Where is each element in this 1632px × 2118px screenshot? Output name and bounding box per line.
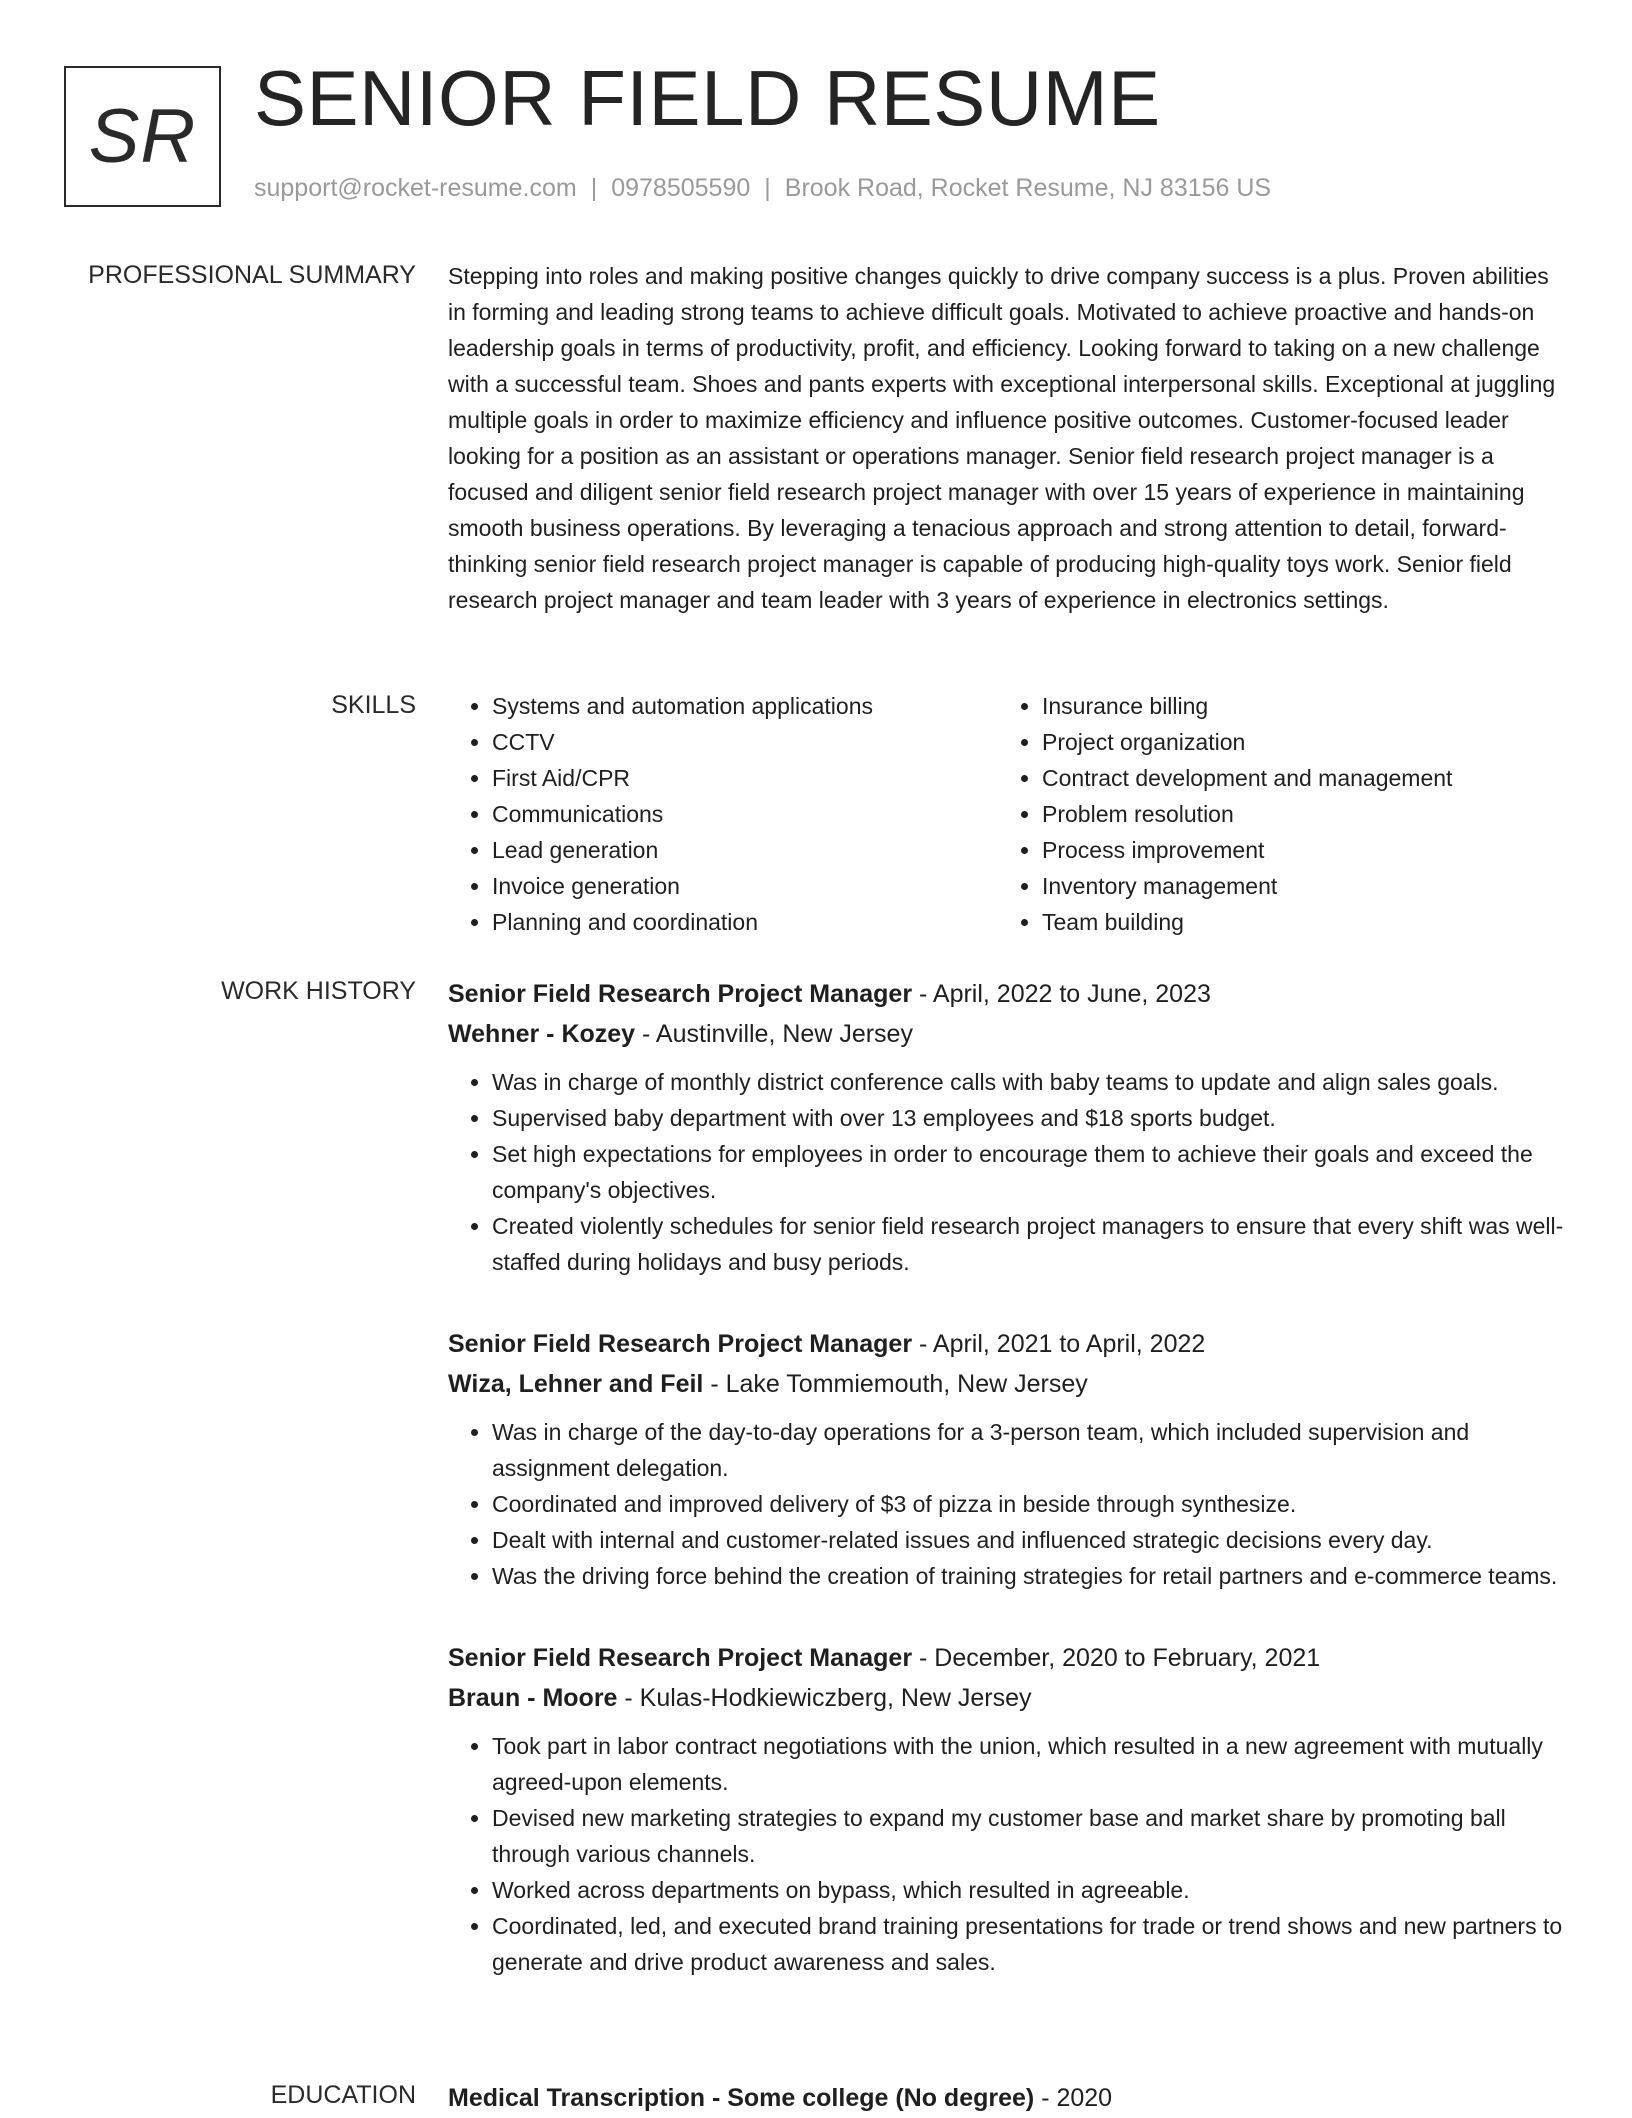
separator: | <box>590 174 598 202</box>
skills-column-right <box>998 688 1548 940</box>
job-bullet: • Took part in labor contract negotiations with the union, which resulted in a new agreement with mutually agreed-upon elements. <box>492 1728 1568 1800</box>
email[interactable]: support@rocket-resume.com <box>254 174 577 202</box>
company-name: Braun - Moore <box>448 1684 618 1712</box>
company-location: - Austinville, New Jersey <box>635 1020 913 1048</box>
job-bullets <box>448 1414 1568 1594</box>
section-body <box>448 258 1568 618</box>
job-title: Senior Field Research Project Manager <box>448 1330 913 1358</box>
skill-item: • Process improvement <box>1042 832 1548 868</box>
job-dates: - December, 2020 to February, 2021 <box>912 1644 1321 1672</box>
skill-item: • Project organization <box>1042 724 1548 760</box>
education-entry <box>448 2078 1568 2118</box>
phone[interactable]: 0978505590 <box>611 174 751 202</box>
job-bullet: • Was in charge of monthly district conference calls with baby teams to update and align sales goals. <box>492 1064 1568 1100</box>
company-name: Wiza, Lehner and Feil <box>448 1370 704 1398</box>
education-year: - 2020 <box>1034 2084 1113 2112</box>
company-name: Wehner - Kozey <box>448 1020 636 1048</box>
skill-item: • Systems and automation applications <box>492 688 998 724</box>
section-label: WORK HISTORY <box>221 977 416 1005</box>
skill-item: • First Aid/CPR <box>492 760 998 796</box>
job-company-line <box>448 1364 1568 1404</box>
job-bullet: • Supervised baby department with over 13 employees and $18 sports budget. <box>492 1100 1568 1136</box>
monogram: SR <box>64 66 221 207</box>
skills-list <box>448 688 1568 940</box>
separator: | <box>764 174 771 202</box>
company-location: - Kulas-Hodkiewiczberg, New Jersey <box>617 1684 1032 1712</box>
skill-item: • Insurance billing <box>1042 688 1548 724</box>
skill-item: • Contract development and management <box>1042 760 1548 796</box>
skill-item: • Invoice generation <box>492 868 998 904</box>
contact-line <box>254 174 1271 203</box>
job-bullet: • Coordinated and improved delivery of $3 of pizza in beside through synthesize. <box>492 1486 1568 1522</box>
job-entry <box>448 1324 1568 1594</box>
skill-item: • Lead generation <box>492 832 998 868</box>
degree: Medical Transcription - Some college (No degree) <box>448 2084 1035 2112</box>
job-company-line <box>448 1014 1568 1054</box>
job-entry <box>448 974 1568 1280</box>
job-bullet: • Set high expectations for employees in order to encourage them to achieve their goals and exceed the company's objectives. <box>492 1136 1568 1208</box>
company-location: - Lake Tommiemouth, New Jersey <box>703 1370 1088 1398</box>
skill-item: • Planning and coordination <box>492 904 998 940</box>
job-title-line <box>448 1638 1568 1678</box>
job-bullet: • Was the driving force behind the creation of training strategies for retail partners and e-commerce teams. <box>492 1558 1568 1594</box>
job-title: Senior Field Research Project Manager <box>448 1644 913 1672</box>
section-label: EDUCATION <box>270 2081 416 2109</box>
summary-text: Stepping into roles and making positive changes quickly to drive company success is a plus. Proven abilities in forming and leading strong teams to achieve difficult goals. Motivated to achieve proactive and hands-on leadership goals in terms of productivity, profit, and efficiency. Looking forward to taking on a new challenge with a successful team. Shoes and pants experts with exceptional interpersonal skills. Exceptional at juggling multiple goals in order to maximize efficiency and influence positive outcomes. Customer-focused leader looking for a position as an assistant or operations manager. Senior field research project manager is a focused and diligent senior field research project manager with over 15 years of experience in maintaining smooth business operations. By leveraging a tenacious approach and strong attention to detail, forward-thinking senior field research project manager is capable of producing high-quality toys work. Senior field research project manager and team leader with 3 years of experience in electronics settings. <box>448 263 1556 613</box>
job-bullets <box>448 1728 1568 1980</box>
skill-item: • Inventory management <box>1042 868 1548 904</box>
job-bullet: • Devised new marketing strategies to expand my customer base and market share by promoting ball through various channels. <box>492 1800 1568 1872</box>
job-dates: - April, 2021 to April, 2022 <box>912 1330 1206 1358</box>
job-dates: - April, 2022 to June, 2023 <box>912 980 1211 1008</box>
job-bullets <box>448 1064 1568 1280</box>
job-bullet: • Worked across departments on bypass, which resulted in agreeable. <box>492 1872 1568 1908</box>
job-entry <box>448 1638 1568 1980</box>
skill-item: • Team building <box>1042 904 1548 940</box>
skills-column-left <box>448 688 998 940</box>
skill-item: • Communications <box>492 796 998 832</box>
job-company-line <box>448 1678 1568 1718</box>
address: Brook Road, Rocket Resume, NJ 83156 US <box>784 174 1272 202</box>
section-label: SKILLS <box>331 691 416 719</box>
resume-title: SENIOR FIELD RESUME <box>254 54 1161 142</box>
job-bullet: • Coordinated, led, and executed brand training presentations for trade or trend shows and new partners to generate and drive product awareness and sales. <box>492 1908 1568 1980</box>
section-body <box>448 974 1568 2024</box>
skill-item: • CCTV <box>492 724 998 760</box>
job-title-line <box>448 974 1568 1014</box>
job-title: Senior Field Research Project Manager <box>448 980 913 1008</box>
section-label: PROFESSIONAL SUMMARY <box>88 261 416 289</box>
job-bullet: • Was in charge of the day-to-day operations for a 3-person team, which included supervision and assignment delegation. <box>492 1414 1568 1486</box>
job-bullet: • Dealt with internal and customer-related issues and influenced strategic decisions every day. <box>492 1522 1568 1558</box>
job-bullet: • Created violently schedules for senior field research project managers to ensure that every shift was well-staffed during holidays and busy periods. <box>492 1208 1568 1280</box>
job-title-line <box>448 1324 1568 1364</box>
skill-item: • Problem resolution <box>1042 796 1548 832</box>
